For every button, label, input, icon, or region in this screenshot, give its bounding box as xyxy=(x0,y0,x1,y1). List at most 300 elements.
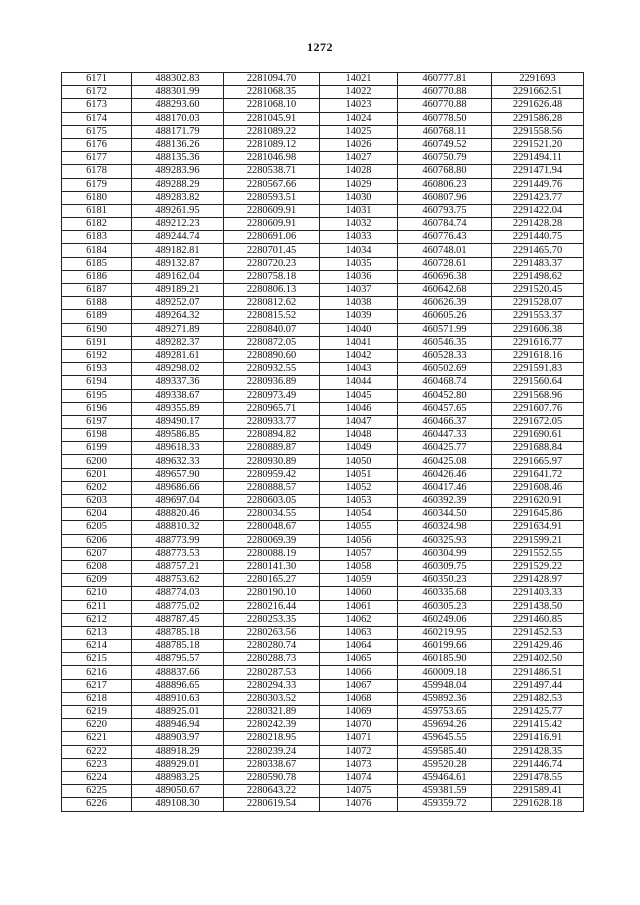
x-coordinate-a-cell: 489108.30 xyxy=(132,798,224,811)
y-coordinate-b-cell: 2291449.76 xyxy=(492,178,584,191)
point-id-b-cell: 14029 xyxy=(320,178,398,191)
table-body xyxy=(62,73,584,812)
y-coordinate-a-cell: 2280263.56 xyxy=(224,626,320,639)
point-id-b-cell: 14028 xyxy=(320,165,398,178)
y-coordinate-b-cell: 2291428.35 xyxy=(492,745,584,758)
x-coordinate-b-cell: 460642.68 xyxy=(398,284,492,297)
x-coordinate-b-cell: 460777.81 xyxy=(398,73,492,86)
x-coordinate-a-cell: 488753.62 xyxy=(132,574,224,587)
x-coordinate-a-cell: 489337.36 xyxy=(132,376,224,389)
x-coordinate-b-cell: 460571.99 xyxy=(398,323,492,336)
x-coordinate-a-cell: 489283.82 xyxy=(132,191,224,204)
x-coordinate-a-cell: 488837.66 xyxy=(132,666,224,679)
point-id-a-cell: 6224 xyxy=(62,771,132,784)
point-id-b-cell: 14026 xyxy=(320,138,398,151)
y-coordinate-b-cell: 2291553.37 xyxy=(492,310,584,323)
table-row xyxy=(62,706,584,719)
point-id-a-cell: 6206 xyxy=(62,534,132,547)
point-id-a-cell: 6193 xyxy=(62,363,132,376)
point-id-b-cell: 14034 xyxy=(320,244,398,257)
x-coordinate-a-cell: 488820.46 xyxy=(132,508,224,521)
table-row xyxy=(62,745,584,758)
point-id-a-cell: 6190 xyxy=(62,323,132,336)
point-id-a-cell: 6178 xyxy=(62,165,132,178)
x-coordinate-b-cell: 460425.77 xyxy=(398,442,492,455)
table-row xyxy=(62,626,584,639)
x-coordinate-b-cell: 460807.96 xyxy=(398,191,492,204)
point-id-b-cell: 14038 xyxy=(320,297,398,310)
point-id-a-cell: 6175 xyxy=(62,125,132,138)
x-coordinate-a-cell: 489686.66 xyxy=(132,481,224,494)
point-id-a-cell: 6219 xyxy=(62,706,132,719)
table-row xyxy=(62,125,584,138)
point-id-a-cell: 6209 xyxy=(62,574,132,587)
x-coordinate-b-cell: 460749.52 xyxy=(398,138,492,151)
x-coordinate-a-cell: 488785.18 xyxy=(132,640,224,653)
point-id-b-cell: 14027 xyxy=(320,152,398,165)
table-row xyxy=(62,257,584,270)
point-id-a-cell: 6180 xyxy=(62,191,132,204)
table-row xyxy=(62,455,584,468)
table-row xyxy=(62,152,584,165)
table-row xyxy=(62,204,584,217)
y-coordinate-a-cell: 2280048.67 xyxy=(224,521,320,534)
point-id-b-cell: 14065 xyxy=(320,653,398,666)
point-id-a-cell: 6225 xyxy=(62,785,132,798)
point-id-a-cell: 6214 xyxy=(62,640,132,653)
point-id-b-cell: 14068 xyxy=(320,692,398,705)
y-coordinate-a-cell: 2280294.33 xyxy=(224,679,320,692)
x-coordinate-b-cell: 460219.95 xyxy=(398,626,492,639)
table-row xyxy=(62,191,584,204)
y-coordinate-a-cell: 2280088.19 xyxy=(224,547,320,560)
table-row xyxy=(62,653,584,666)
x-coordinate-b-cell: 460344.50 xyxy=(398,508,492,521)
point-id-b-cell: 14070 xyxy=(320,719,398,732)
point-id-b-cell: 14076 xyxy=(320,798,398,811)
table-row xyxy=(62,429,584,442)
y-coordinate-b-cell: 2291428.28 xyxy=(492,218,584,231)
x-coordinate-a-cell: 488302.83 xyxy=(132,73,224,86)
point-id-b-cell: 14050 xyxy=(320,455,398,468)
x-coordinate-a-cell: 489189.21 xyxy=(132,284,224,297)
y-coordinate-b-cell: 2291688.84 xyxy=(492,442,584,455)
point-id-a-cell: 6192 xyxy=(62,349,132,362)
y-coordinate-a-cell: 2280619.54 xyxy=(224,798,320,811)
x-coordinate-b-cell: 460728.61 xyxy=(398,257,492,270)
table-row xyxy=(62,587,584,600)
x-coordinate-b-cell: 460249.06 xyxy=(398,613,492,626)
y-coordinate-a-cell: 2280538.71 xyxy=(224,165,320,178)
table-row xyxy=(62,574,584,587)
y-coordinate-b-cell: 2291529.22 xyxy=(492,560,584,573)
point-id-a-cell: 6226 xyxy=(62,798,132,811)
x-coordinate-b-cell: 460417.46 xyxy=(398,481,492,494)
point-id-a-cell: 6174 xyxy=(62,112,132,125)
point-id-b-cell: 14066 xyxy=(320,666,398,679)
x-coordinate-b-cell: 460696.38 xyxy=(398,270,492,283)
x-coordinate-b-cell: 460309.75 xyxy=(398,560,492,573)
y-coordinate-b-cell: 2291422.04 xyxy=(492,204,584,217)
point-id-a-cell: 6202 xyxy=(62,481,132,494)
table-row xyxy=(62,402,584,415)
x-coordinate-b-cell: 460447.33 xyxy=(398,429,492,442)
point-id-a-cell: 6184 xyxy=(62,244,132,257)
point-id-a-cell: 6200 xyxy=(62,455,132,468)
y-coordinate-a-cell: 2280034.55 xyxy=(224,508,320,521)
y-coordinate-b-cell: 2291428.97 xyxy=(492,574,584,587)
x-coordinate-a-cell: 488787.45 xyxy=(132,613,224,626)
x-coordinate-b-cell: 460457.65 xyxy=(398,402,492,415)
y-coordinate-a-cell: 2280609.91 xyxy=(224,218,320,231)
y-coordinate-b-cell: 2291494.11 xyxy=(492,152,584,165)
y-coordinate-b-cell: 2291486.51 xyxy=(492,666,584,679)
point-id-b-cell: 14035 xyxy=(320,257,398,270)
page-number: 1272 xyxy=(307,40,333,54)
x-coordinate-b-cell: 460546.35 xyxy=(398,336,492,349)
y-coordinate-b-cell: 2291402.50 xyxy=(492,653,584,666)
y-coordinate-b-cell: 2291520.45 xyxy=(492,284,584,297)
point-id-b-cell: 14021 xyxy=(320,73,398,86)
table-row xyxy=(62,297,584,310)
y-coordinate-b-cell: 2291606.38 xyxy=(492,323,584,336)
table-row xyxy=(62,481,584,494)
x-coordinate-a-cell: 488774.03 xyxy=(132,587,224,600)
table-row xyxy=(62,389,584,402)
y-coordinate-b-cell: 2291589.41 xyxy=(492,785,584,798)
y-coordinate-a-cell: 2280288.73 xyxy=(224,653,320,666)
table-row xyxy=(62,270,584,283)
point-id-a-cell: 6194 xyxy=(62,376,132,389)
point-id-b-cell: 14074 xyxy=(320,771,398,784)
y-coordinate-a-cell: 2280701.45 xyxy=(224,244,320,257)
point-id-b-cell: 14073 xyxy=(320,758,398,771)
x-coordinate-a-cell: 488293.60 xyxy=(132,99,224,112)
y-coordinate-a-cell: 2280890.60 xyxy=(224,349,320,362)
x-coordinate-a-cell: 488171.79 xyxy=(132,125,224,138)
x-coordinate-a-cell: 488135.36 xyxy=(132,152,224,165)
y-coordinate-a-cell: 2280590.78 xyxy=(224,771,320,784)
x-coordinate-a-cell: 488170.03 xyxy=(132,112,224,125)
x-coordinate-b-cell: 460626.39 xyxy=(398,297,492,310)
x-coordinate-a-cell: 489271.89 xyxy=(132,323,224,336)
point-id-b-cell: 14022 xyxy=(320,86,398,99)
point-id-b-cell: 14042 xyxy=(320,349,398,362)
point-id-a-cell: 6223 xyxy=(62,758,132,771)
y-coordinate-a-cell: 2280303.52 xyxy=(224,692,320,705)
table-row xyxy=(62,349,584,362)
point-id-b-cell: 14060 xyxy=(320,587,398,600)
y-coordinate-b-cell: 2291620.91 xyxy=(492,495,584,508)
x-coordinate-b-cell: 460784.74 xyxy=(398,218,492,231)
point-id-b-cell: 14051 xyxy=(320,468,398,481)
x-coordinate-b-cell: 460350.23 xyxy=(398,574,492,587)
x-coordinate-a-cell: 488757.21 xyxy=(132,560,224,573)
x-coordinate-a-cell: 489490.17 xyxy=(132,415,224,428)
x-coordinate-b-cell: 459520.28 xyxy=(398,758,492,771)
x-coordinate-b-cell: 460426.46 xyxy=(398,468,492,481)
point-id-a-cell: 6172 xyxy=(62,86,132,99)
point-id-b-cell: 14023 xyxy=(320,99,398,112)
point-id-a-cell: 6195 xyxy=(62,389,132,402)
y-coordinate-a-cell: 2280691.06 xyxy=(224,231,320,244)
y-coordinate-a-cell: 2280242.39 xyxy=(224,719,320,732)
x-coordinate-a-cell: 489283.96 xyxy=(132,165,224,178)
table-row xyxy=(62,613,584,626)
x-coordinate-a-cell: 488136.26 xyxy=(132,138,224,151)
y-coordinate-a-cell: 2280643.22 xyxy=(224,785,320,798)
table-row xyxy=(62,218,584,231)
table-row xyxy=(62,363,584,376)
x-coordinate-b-cell: 460778.50 xyxy=(398,112,492,125)
point-id-b-cell: 14036 xyxy=(320,270,398,283)
x-coordinate-a-cell: 489657.90 xyxy=(132,468,224,481)
point-id-b-cell: 14030 xyxy=(320,191,398,204)
x-coordinate-b-cell: 460750.79 xyxy=(398,152,492,165)
y-coordinate-a-cell: 2281089.12 xyxy=(224,138,320,151)
table-row xyxy=(62,719,584,732)
point-id-b-cell: 14048 xyxy=(320,429,398,442)
x-coordinate-a-cell: 488925.01 xyxy=(132,706,224,719)
x-coordinate-b-cell: 459645.55 xyxy=(398,732,492,745)
point-id-b-cell: 14045 xyxy=(320,389,398,402)
y-coordinate-b-cell: 2291416.91 xyxy=(492,732,584,745)
point-id-b-cell: 14058 xyxy=(320,560,398,573)
point-id-a-cell: 6211 xyxy=(62,600,132,613)
x-coordinate-b-cell: 460392.39 xyxy=(398,495,492,508)
x-coordinate-b-cell: 460304.99 xyxy=(398,547,492,560)
x-coordinate-a-cell: 489618.33 xyxy=(132,442,224,455)
y-coordinate-a-cell: 2280280.74 xyxy=(224,640,320,653)
x-coordinate-a-cell: 489050.67 xyxy=(132,785,224,798)
point-id-b-cell: 14025 xyxy=(320,125,398,138)
y-coordinate-a-cell: 2280141.30 xyxy=(224,560,320,573)
y-coordinate-b-cell: 2291568.96 xyxy=(492,389,584,402)
table-row xyxy=(62,547,584,560)
y-coordinate-a-cell: 2281046.98 xyxy=(224,152,320,165)
point-id-a-cell: 6186 xyxy=(62,270,132,283)
y-coordinate-a-cell: 2280603.05 xyxy=(224,495,320,508)
table-row xyxy=(62,244,584,257)
x-coordinate-b-cell: 460452.80 xyxy=(398,389,492,402)
point-id-a-cell: 6222 xyxy=(62,745,132,758)
table-row xyxy=(62,73,584,86)
y-coordinate-a-cell: 2280239.24 xyxy=(224,745,320,758)
table-row xyxy=(62,692,584,705)
x-coordinate-b-cell: 460425.08 xyxy=(398,455,492,468)
y-coordinate-b-cell: 2291465.70 xyxy=(492,244,584,257)
y-coordinate-a-cell: 2280894.82 xyxy=(224,429,320,442)
x-coordinate-b-cell: 459381.59 xyxy=(398,785,492,798)
y-coordinate-b-cell: 2291438.50 xyxy=(492,600,584,613)
point-id-a-cell: 6217 xyxy=(62,679,132,692)
point-id-b-cell: 14071 xyxy=(320,732,398,745)
point-id-b-cell: 14054 xyxy=(320,508,398,521)
y-coordinate-a-cell: 2280815.52 xyxy=(224,310,320,323)
y-coordinate-a-cell: 2281068.35 xyxy=(224,86,320,99)
table-row xyxy=(62,600,584,613)
point-id-a-cell: 6188 xyxy=(62,297,132,310)
point-id-a-cell: 6197 xyxy=(62,415,132,428)
x-coordinate-a-cell: 489281.61 xyxy=(132,349,224,362)
point-id-b-cell: 14063 xyxy=(320,626,398,639)
point-id-b-cell: 14032 xyxy=(320,218,398,231)
point-id-a-cell: 6204 xyxy=(62,508,132,521)
point-id-a-cell: 6203 xyxy=(62,495,132,508)
x-coordinate-a-cell: 489338.67 xyxy=(132,389,224,402)
x-coordinate-a-cell: 489261.95 xyxy=(132,204,224,217)
table-row xyxy=(62,508,584,521)
point-id-b-cell: 14024 xyxy=(320,112,398,125)
point-id-b-cell: 14059 xyxy=(320,574,398,587)
y-coordinate-b-cell: 2291446.74 xyxy=(492,758,584,771)
y-coordinate-b-cell: 2291498.62 xyxy=(492,270,584,283)
x-coordinate-a-cell: 488775.02 xyxy=(132,600,224,613)
x-coordinate-a-cell: 489355.89 xyxy=(132,402,224,415)
table-row xyxy=(62,165,584,178)
table-row xyxy=(62,560,584,573)
y-coordinate-b-cell: 2291403.33 xyxy=(492,587,584,600)
y-coordinate-b-cell: 2291599.21 xyxy=(492,534,584,547)
point-id-b-cell: 14033 xyxy=(320,231,398,244)
y-coordinate-a-cell: 2280253.35 xyxy=(224,613,320,626)
x-coordinate-b-cell: 460305.23 xyxy=(398,600,492,613)
point-id-a-cell: 6187 xyxy=(62,284,132,297)
table-row xyxy=(62,231,584,244)
point-id-a-cell: 6177 xyxy=(62,152,132,165)
x-coordinate-a-cell: 489252.07 xyxy=(132,297,224,310)
table-row xyxy=(62,521,584,534)
x-coordinate-b-cell: 460793.75 xyxy=(398,204,492,217)
y-coordinate-b-cell: 2291478.55 xyxy=(492,771,584,784)
y-coordinate-a-cell: 2280888.57 xyxy=(224,481,320,494)
y-coordinate-a-cell: 2280806.13 xyxy=(224,284,320,297)
x-coordinate-a-cell: 489212.23 xyxy=(132,218,224,231)
point-id-a-cell: 6198 xyxy=(62,429,132,442)
point-id-a-cell: 6218 xyxy=(62,692,132,705)
y-coordinate-b-cell: 2291528.07 xyxy=(492,297,584,310)
x-coordinate-a-cell: 488785.18 xyxy=(132,626,224,639)
y-coordinate-b-cell: 2291690.61 xyxy=(492,429,584,442)
y-coordinate-b-cell: 2291641.72 xyxy=(492,468,584,481)
y-coordinate-b-cell: 2291415.42 xyxy=(492,719,584,732)
y-coordinate-a-cell: 2280720.23 xyxy=(224,257,320,270)
x-coordinate-b-cell: 459585.40 xyxy=(398,745,492,758)
x-coordinate-b-cell: 460466.37 xyxy=(398,415,492,428)
x-coordinate-a-cell: 488773.99 xyxy=(132,534,224,547)
x-coordinate-a-cell: 488773.53 xyxy=(132,547,224,560)
table-row xyxy=(62,798,584,811)
y-coordinate-b-cell: 2291628.18 xyxy=(492,798,584,811)
x-coordinate-a-cell: 488903.97 xyxy=(132,732,224,745)
point-id-b-cell: 14056 xyxy=(320,534,398,547)
y-coordinate-b-cell: 2291471.94 xyxy=(492,165,584,178)
y-coordinate-a-cell: 2280973.49 xyxy=(224,389,320,402)
point-id-a-cell: 6176 xyxy=(62,138,132,151)
point-id-b-cell: 14047 xyxy=(320,415,398,428)
y-coordinate-b-cell: 2291425.77 xyxy=(492,706,584,719)
x-coordinate-b-cell: 460468.74 xyxy=(398,376,492,389)
y-coordinate-b-cell: 2291645.86 xyxy=(492,508,584,521)
point-id-b-cell: 14040 xyxy=(320,323,398,336)
point-id-b-cell: 14049 xyxy=(320,442,398,455)
y-coordinate-b-cell: 2291552.55 xyxy=(492,547,584,560)
x-coordinate-a-cell: 488896.65 xyxy=(132,679,224,692)
y-coordinate-a-cell: 2281068.10 xyxy=(224,99,320,112)
point-id-a-cell: 6210 xyxy=(62,587,132,600)
coordinates-table xyxy=(61,72,584,812)
x-coordinate-a-cell: 488810.32 xyxy=(132,521,224,534)
point-id-b-cell: 14041 xyxy=(320,336,398,349)
y-coordinate-a-cell: 2280609.91 xyxy=(224,204,320,217)
point-id-a-cell: 6191 xyxy=(62,336,132,349)
y-coordinate-b-cell: 2291423.77 xyxy=(492,191,584,204)
point-id-a-cell: 6171 xyxy=(62,73,132,86)
x-coordinate-b-cell: 460324.98 xyxy=(398,521,492,534)
y-coordinate-a-cell: 2281094.70 xyxy=(224,73,320,86)
table-row xyxy=(62,336,584,349)
point-id-b-cell: 14044 xyxy=(320,376,398,389)
y-coordinate-b-cell: 2291608.46 xyxy=(492,481,584,494)
table-row xyxy=(62,758,584,771)
point-id-a-cell: 6216 xyxy=(62,666,132,679)
y-coordinate-b-cell: 2291665.97 xyxy=(492,455,584,468)
point-id-b-cell: 14075 xyxy=(320,785,398,798)
x-coordinate-a-cell: 489162.04 xyxy=(132,270,224,283)
point-id-a-cell: 6201 xyxy=(62,468,132,481)
point-id-a-cell: 6220 xyxy=(62,719,132,732)
y-coordinate-b-cell: 2291672.05 xyxy=(492,415,584,428)
point-id-b-cell: 14069 xyxy=(320,706,398,719)
point-id-b-cell: 14062 xyxy=(320,613,398,626)
point-id-a-cell: 6215 xyxy=(62,653,132,666)
x-coordinate-b-cell: 459948.04 xyxy=(398,679,492,692)
y-coordinate-a-cell: 2280338.67 xyxy=(224,758,320,771)
x-coordinate-a-cell: 489288.29 xyxy=(132,178,224,191)
y-coordinate-b-cell: 2291662.51 xyxy=(492,86,584,99)
x-coordinate-b-cell: 460806.23 xyxy=(398,178,492,191)
y-coordinate-b-cell: 2291626.48 xyxy=(492,99,584,112)
y-coordinate-a-cell: 2280287.53 xyxy=(224,666,320,679)
y-coordinate-a-cell: 2280190.10 xyxy=(224,587,320,600)
point-id-a-cell: 6179 xyxy=(62,178,132,191)
y-coordinate-a-cell: 2280069.39 xyxy=(224,534,320,547)
y-coordinate-b-cell: 2291607.76 xyxy=(492,402,584,415)
point-id-b-cell: 14031 xyxy=(320,204,398,217)
table-row xyxy=(62,376,584,389)
point-id-a-cell: 6199 xyxy=(62,442,132,455)
x-coordinate-b-cell: 460768.80 xyxy=(398,165,492,178)
y-coordinate-b-cell: 2291591.83 xyxy=(492,363,584,376)
table-row xyxy=(62,442,584,455)
point-id-b-cell: 14055 xyxy=(320,521,398,534)
point-id-b-cell: 14043 xyxy=(320,363,398,376)
point-id-a-cell: 6196 xyxy=(62,402,132,415)
y-coordinate-b-cell: 2291558.56 xyxy=(492,125,584,138)
table-row xyxy=(62,112,584,125)
x-coordinate-a-cell: 489586.85 xyxy=(132,429,224,442)
x-coordinate-b-cell: 460776.43 xyxy=(398,231,492,244)
y-coordinate-b-cell: 2291440.75 xyxy=(492,231,584,244)
x-coordinate-a-cell: 489632.33 xyxy=(132,455,224,468)
table-row xyxy=(62,323,584,336)
x-coordinate-a-cell: 488795.57 xyxy=(132,653,224,666)
x-coordinate-b-cell: 460325.93 xyxy=(398,534,492,547)
y-coordinate-b-cell: 2291483.37 xyxy=(492,257,584,270)
point-id-a-cell: 6182 xyxy=(62,218,132,231)
point-id-a-cell: 6181 xyxy=(62,204,132,217)
point-id-a-cell: 6207 xyxy=(62,547,132,560)
